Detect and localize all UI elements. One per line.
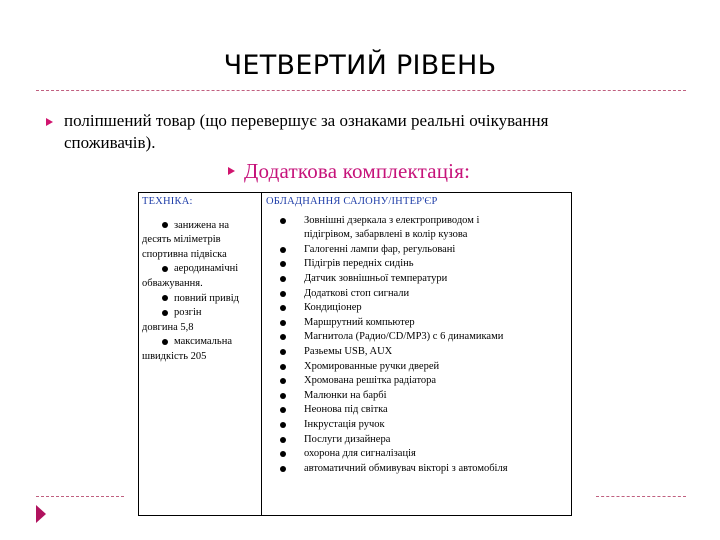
technics-item-line [142,248,258,263]
technics-item [142,214,258,263]
interior-item [266,374,567,389]
bullet-dot-icon [280,364,286,370]
interior-item-text: Маршрутний компьютер [304,316,415,328]
interior-item-text: Підігрів передніх сидінь [304,258,414,270]
interior-column [262,193,571,515]
bullet-dot-icon [162,310,168,316]
interior-item-text: Хромована решітка радіатора [304,375,437,387]
technics-header: ТЕХНІКА: [142,196,193,207]
interior-item [266,272,567,287]
top-divider [36,90,686,91]
technics-item-text: аеродинамічні [174,263,239,275]
technics-item [142,292,258,307]
interior-item [266,360,567,375]
technics-item-line [142,262,258,277]
interior-header: ОБЛАДНАННЯ САЛОНУ/ІНТЕР'ЄР [266,196,438,207]
interior-item-text: Інкрустація ручок [304,418,385,430]
interior-item-text: Магнитола (Радио/CD/MP3) с 6 динамиками [304,331,504,343]
interior-item-text: Зовнішні дзеркала з електроприводом і [304,214,480,226]
technics-item-text: швидкість 205 [142,350,207,362]
bullet-dot-icon [280,334,286,340]
interior-item [266,418,567,433]
technics-item [142,262,258,291]
interior-item-text: підігрівом, забарвлені в колір кузова [304,229,468,241]
interior-item [266,243,567,258]
bullet-dot-icon [280,466,286,472]
interior-item-text: Датчик зовнішньої температури [304,272,448,284]
technics-item-line [142,306,258,321]
technics-item-text: обважування. [142,277,203,289]
technics-column [139,193,262,515]
technics-item-line [142,219,258,234]
interior-item-text: автоматичний обмивувач вікторі з автомобіля [304,462,508,474]
interior-item-text: Разьемы USB, AUX [304,345,393,357]
bullet-dot-icon [162,266,168,272]
bullet-dot-icon [162,339,168,345]
bullet-dot-icon [280,276,286,282]
bullet-dot-icon [280,320,286,326]
slide-title: ЧЕТВЕРТИЙ РІВЕНЬ [223,50,497,81]
bullet-dot-icon [280,291,286,297]
bullet-dot-icon [280,305,286,311]
bottom-left-divider [36,496,124,497]
interior-item [266,287,567,302]
interior-list [266,214,567,477]
bottom-right-divider [596,496,686,497]
interior-item [266,301,567,316]
technics-item-text: занижена на [174,219,230,231]
technics-item-line [142,233,258,248]
bullet-arrow-icon [228,167,235,175]
interior-item [266,257,567,272]
interior-item-text: Хромированные ручки дверей [304,360,440,372]
bullet-dot-icon [280,378,286,384]
interior-item-text: Малюнки на барбі [304,389,387,401]
equipment-table [138,192,572,516]
interior-item [266,403,567,418]
technics-item-text: довгина 5,8 [142,321,194,333]
technics-item-text: розгін [174,307,202,319]
interior-item-text: Галогенні лампи фар, регульовані [304,243,456,255]
bullet-dot-icon [280,451,286,457]
technics-item [142,306,258,335]
bullet-dot-icon [280,247,286,253]
technics-item-text: повний привід [174,292,240,304]
interior-item [266,389,567,404]
technics-item [142,335,258,364]
bullet-dot-icon [280,437,286,443]
bullet-dot-icon [280,407,286,413]
bullet-dot-icon [280,422,286,428]
interior-item [266,316,567,331]
interior-item-text: Послуги дизайнера [304,433,391,445]
subheading: Додаткова комплектація: [244,159,471,183]
bullet-arrow-icon [46,118,53,126]
technics-item-line [142,292,258,307]
interior-item [266,345,567,360]
technics-item-line [142,321,258,336]
technics-item-text: спортивна підвіска [142,248,227,260]
bullet-dot-icon [162,295,168,301]
bullet-dot-icon [280,261,286,267]
interior-item-text: Додаткові стоп сигнали [304,287,410,299]
technics-item-text: десять міліметрів [142,234,221,246]
interior-item [266,462,567,477]
technics-item-line [142,350,258,365]
next-slide-arrow-icon[interactable] [36,505,46,523]
interior-item [266,433,567,448]
technics-item-line [142,277,258,292]
interior-item-text: Неонова під світка [304,404,388,416]
technics-list [142,214,258,365]
interior-item-text: Кондиціонер [304,302,362,314]
bullet-dot-icon [280,218,286,224]
bullet-dot-icon [280,349,286,355]
interior-item [266,214,567,243]
bullet-text: поліпшений товар (що перевершує за ознаками реальні очікування споживачів). [64,111,549,152]
interior-item-text: охорона для сигналізація [304,448,416,460]
interior-item [266,330,567,345]
interior-item [266,447,567,462]
technics-item-text: максимальна [174,336,232,348]
technics-item-line [142,335,258,350]
bullet-dot-icon [162,222,168,228]
bullet-dot-icon [280,393,286,399]
